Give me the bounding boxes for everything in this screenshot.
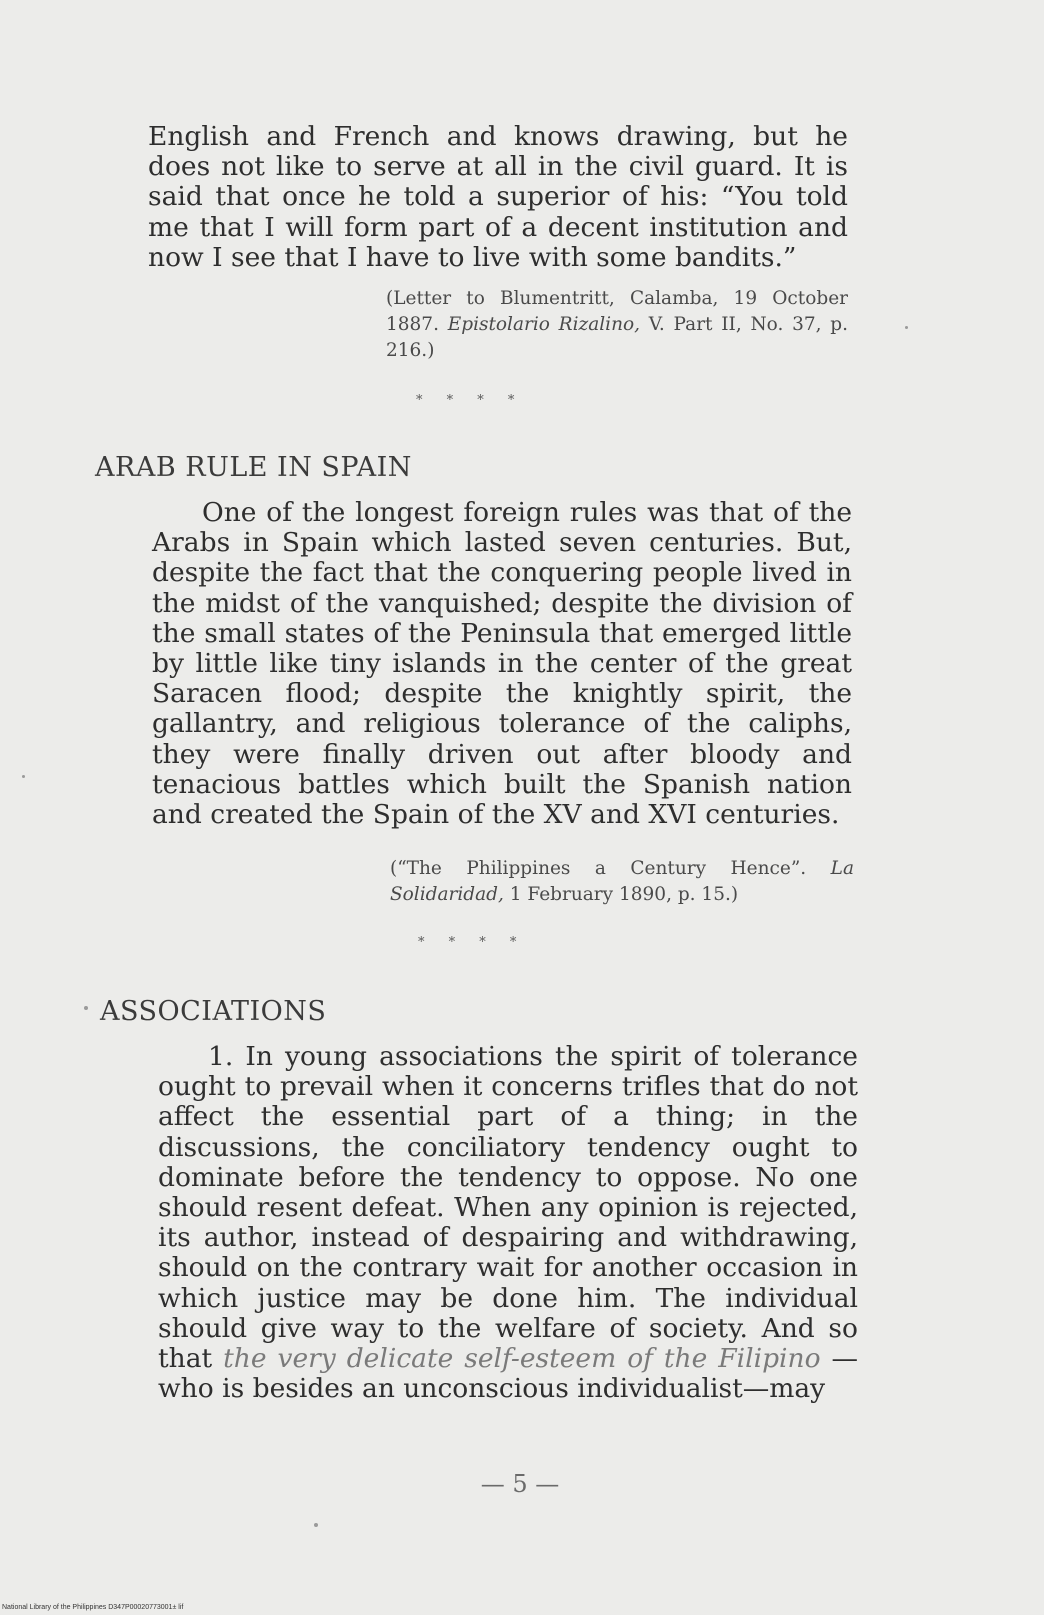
section-separator-2: * * * * xyxy=(418,935,527,950)
citation-letter-prefix: (Letter to Blumentritt, Calamba, 19 October 1887. xyxy=(386,288,848,335)
heading-arab-rule-in-spain: ARAB RULE IN SPAIN xyxy=(95,452,412,483)
paragraph-continuation xyxy=(148,122,848,273)
heading-associations: ASSOCIATIONS xyxy=(100,996,327,1027)
citation-century-italic: La Solidaridad, xyxy=(390,858,854,905)
paragraph-associations-text: 1. In young associations the spirit of tolerance ought to prevail when it concerns trifles that do not affect the essential part of a thing; in the discussions, the conciliatory tendency ought to dominate before the tendency to oppose. No one should resent defeat. When any opinion is rejected, its author, instead of despairing and withdrawing, should on the contrary wait for another occasion in which justice may be done him. The individual should give way to the welfare of society. And so that xyxy=(158,1041,858,1375)
citation-century-suffix: 1 February 1890, p. 15.) xyxy=(503,884,739,905)
scan-speck xyxy=(314,1523,318,1527)
citation-century-prefix: (“The Philippines a Century Hence”. xyxy=(390,858,831,879)
citation-letter-blumentritt xyxy=(386,286,848,364)
page-number: — 5 — xyxy=(480,1470,560,1498)
section-separator-1: * * * * xyxy=(416,393,525,408)
scan-speck xyxy=(22,775,25,778)
paragraph-associations-italic: the very delicate self-esteem of the Filipino xyxy=(223,1343,821,1375)
citation-philippines-century-hence xyxy=(390,856,854,908)
footer-scan-label: National Library of the Philippines D347P00020773001± lif xyxy=(2,1604,184,1611)
paragraph-associations-end: —who is besides an unconscious individualist—may xyxy=(158,1343,858,1405)
citation-letter-suffix: V. Part II, No. 37, p. 216.) xyxy=(386,314,848,361)
paragraph-arab-rule-text: One of the longest foreign rules was that of the Arabs in Spain which lasted seven centuries. But, despite the fact that the conquering people lived in the midst of the vanquished; despite the division of the small states of the Peninsula that emerged little by little like tiny islands in the center of the great Saracen flood; despite the knightly spirit, the gallantry, and religious tolerance of the caliphs, they were finally driven out after bloody and tenacious battles which built the Spanish nation and created the Spain of the XV and XVI centuries. xyxy=(152,497,852,831)
paragraph-associations xyxy=(158,1042,858,1404)
paragraph-continuation-text: English and French and knows drawing, but he does not like to serve at all in the civil guard. It is said that once he told a superior of his: “You told me that I will form part of a decent institution and now I see that I have to live with some bandits.” xyxy=(148,121,848,273)
paragraph-arab-rule xyxy=(152,498,852,830)
scan-speck xyxy=(905,326,908,329)
citation-letter-italic: Epistolario Rizalino, xyxy=(447,314,641,335)
scan-speck xyxy=(84,1006,88,1010)
